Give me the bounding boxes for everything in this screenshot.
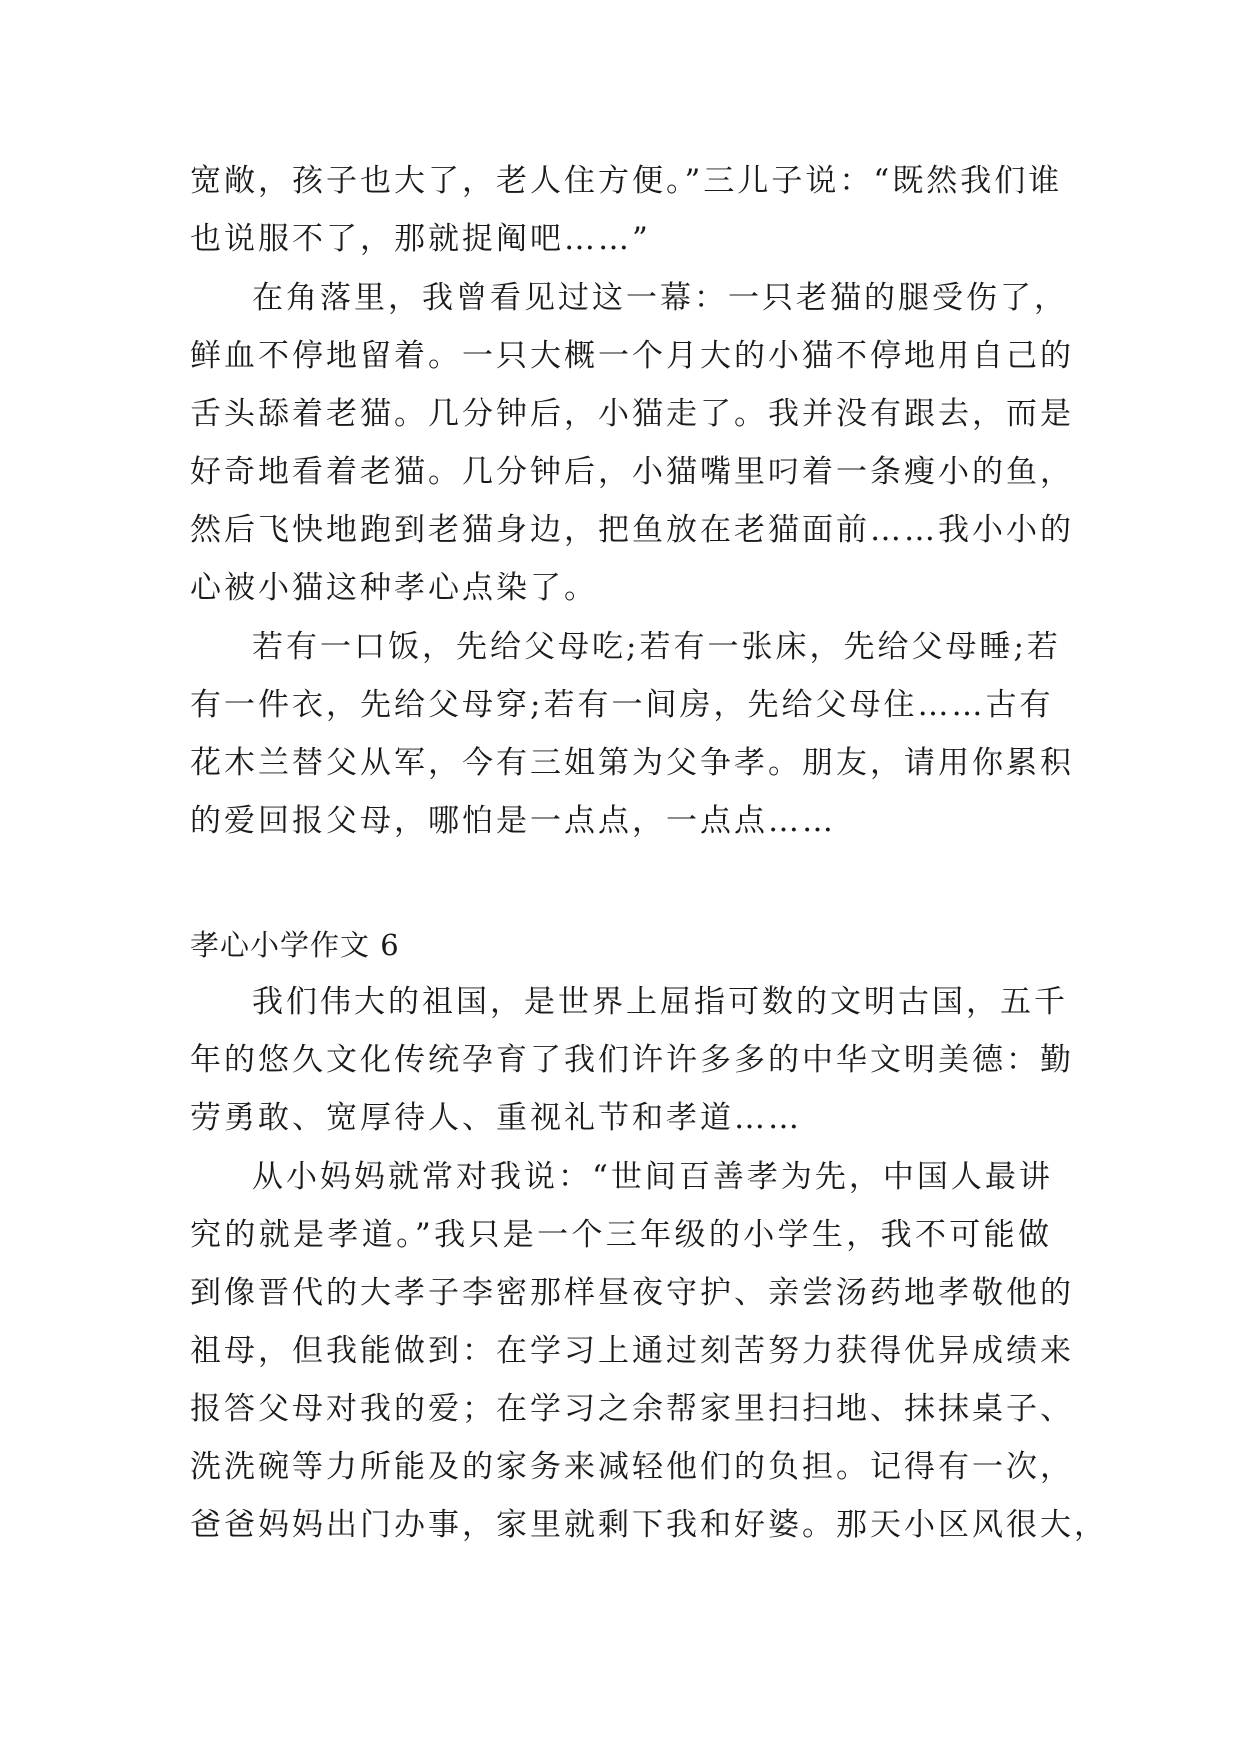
paragraph-1 [190,152,1063,268]
paragraph-line: 我们伟大的祖国，是世界上屈指可数的文明古国，五千 [252,984,1068,1020]
paragraph-line: 祖母，但我能做到：在学习上通过刻苦努力获得优异成绩来 [190,1333,1074,1369]
paragraph-line: 洗洗碗等力所能及的家务来减轻他们的负担。记得有一次， [190,1449,1074,1485]
paragraph-line: 舌头舔着老猫。几分钟后，小猫走了。我并没有跟去，而是 [190,396,1074,432]
paragraph-line: 心被小猫这种孝心点染了。 [190,570,598,606]
paragraph-line: 然后飞快地跑到老猫身边，把鱼放在老猫面前……我小小的 [190,512,1074,548]
paragraph-5 [190,1148,1108,1554]
paragraph-line: 爸爸妈妈出门办事，家里就剩下我和好婆。那天小区风很大， [190,1507,1108,1543]
paragraph-4 [190,973,1074,1147]
paragraph-line: 在角落里，我曾看见过这一幕：一只老猫的腿受伤了， [252,280,1068,316]
paragraph-line: 好奇地看着老猫。几分钟后，小猫嘴里叼着一条瘦小的鱼， [190,454,1074,490]
paragraph-line: 从小妈妈就常对我说：“世间百善孝为先，中国人最讲 [252,1159,1053,1195]
paragraph-line: 若有一口饭，先给父母吃;若有一张床，先给父母睡;若 [252,629,1061,665]
paragraph-line: 到像晋代的大孝子李密那样昼夜守护、亲尝汤药地孝敬他的 [190,1275,1074,1311]
paragraph-2 [190,269,1074,617]
paragraph-line: 也说服不了，那就捉阄吧……” [190,221,651,257]
paragraph-3 [190,618,1074,850]
paragraph-line: 鲜血不停地留着。一只大概一个月大的小猫不停地用自己的 [190,338,1074,374]
paragraph-line: 劳勇敢、宽厚待人、重视礼节和孝道…… [190,1100,802,1136]
paragraph-line: 的爱回报父母，哪怕是一点点，一点点…… [190,803,836,839]
section-heading: 孝心小学作文 6 [190,928,400,962]
paragraph-line: 报答父母对我的爱；在学习之余帮家里扫扫地、抹抹桌子、 [190,1391,1074,1427]
paragraph-line: 宽敞，孩子也大了，老人住方便。”三儿子说：“既然我们谁 [190,163,1063,199]
paragraph-line: 究的就是孝道。”我只是一个三年级的小学生，我不可能做 [190,1217,1052,1253]
paragraph-line: 有一件衣，先给父母穿;若有一间房，先给父母住……古有 [190,687,1054,723]
paragraph-line: 年的悠久文化传统孕育了我们许许多多的中华文明美德：勤 [190,1042,1074,1078]
paragraph-line: 花木兰替父从军，今有三姐第为父争孝。朋友，请用你累积 [190,745,1074,781]
